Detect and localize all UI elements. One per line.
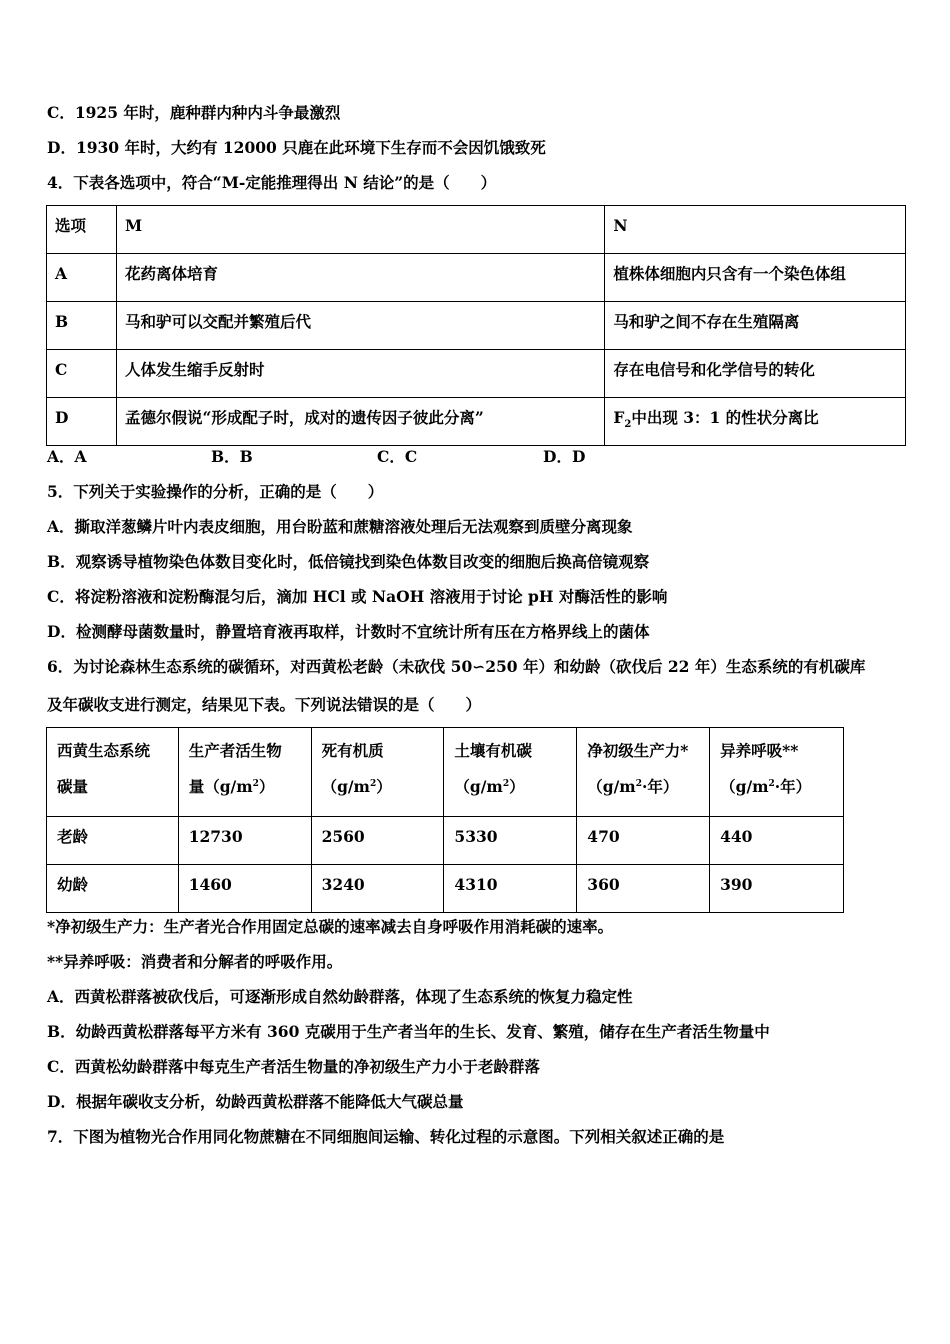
header-carbon: 西黄生态系统 碳量 xyxy=(57,741,151,796)
header-m: M xyxy=(124,216,143,235)
q6-option-c[interactable]: C．西黄松幼龄群落中每克生产者活生物量的净初级生产力小于老龄群落 xyxy=(47,1057,540,1076)
cell-value: 1460 xyxy=(188,875,232,894)
row-m: 马和驴可以交配并繁殖后代 xyxy=(124,312,311,331)
q6-note-npp: *净初级生产力：生产者光合作用固定总碳的速率减去自身呼吸作用消耗碳的速率。 xyxy=(47,917,614,936)
q6-option-d[interactable]: D．根据年碳收支分析，幼龄西黄松群落不能降低大气碳总量 xyxy=(47,1092,464,1111)
q4-table xyxy=(46,205,906,446)
answer-b[interactable]: B．B xyxy=(211,447,253,466)
q5-option-a[interactable]: A．撕取洋葱鳞片叶内表皮细胞，用台盼蓝和蔗糖溶液处理后无法观察到质壁分离现象 xyxy=(47,517,633,536)
header-producer-biomass: 生产者活生物 量$(g/m^2)$ xyxy=(188,741,282,796)
q6-stem-line1: 6．为讨论森林生态系统的碳循环，对西黄松老龄（未砍伐 50∽250 年）和幼龄（砍伐后 22 年）生态系统的有机碳库 xyxy=(47,657,866,676)
header-option: 选项 xyxy=(55,216,87,235)
cell-value: 4310 xyxy=(454,875,498,894)
row-option: C xyxy=(55,360,68,379)
row-n: 存在电信号和化学信号的转化 xyxy=(613,360,815,379)
table-header-row xyxy=(47,728,844,817)
cell-value: 440 xyxy=(720,827,753,846)
table-row xyxy=(47,350,906,398)
table-row xyxy=(47,302,906,350)
row-n: 马和驴之间不存在生殖隔离 xyxy=(613,312,800,331)
row-m: 花药离体培育 xyxy=(124,264,218,283)
q5-option-c[interactable]: C．将淀粉溶液和淀粉酶混匀后，滴加 HCl 或 NaOH 溶液用于讨论 pH 对酶活性的影响 xyxy=(47,587,668,606)
q6-option-a[interactable]: A．西黄松群落被砍伐后，可逐渐形成自然幼龄群落，体现了生态系统的恢复力稳定性 xyxy=(47,987,633,1006)
table-row xyxy=(47,398,906,446)
q6-stem-line2: 及年碳收支进行测定，结果见下表。下列说法错误的是（ ） xyxy=(47,695,482,714)
row-m: 孟德尔假说“形成配子时，成对的遗传因子彼此分离” xyxy=(124,408,484,427)
cell-value: 2560 xyxy=(321,827,365,846)
row-option: A xyxy=(55,264,68,283)
cell-value: 360 xyxy=(587,875,620,894)
q5-option-b[interactable]: B．观察诱导植物染色体数目变化时，低倍镜找到染色体数目改变的细胞后换高倍镜观察 xyxy=(47,552,650,571)
cell-value: 5330 xyxy=(454,827,498,846)
q6-note-respiration: **异养呼吸：消费者和分解者的呼吸作用。 xyxy=(47,952,343,971)
table-row xyxy=(47,254,906,302)
cell-value: 12730 xyxy=(188,827,243,846)
header-dead-organic: 死有机质 $(g/m^2)$ xyxy=(321,741,392,796)
q3-option-d: D．1930 年时，大约有 12000 只鹿在此环境下生存而不会因饥饿致死 xyxy=(47,138,546,157)
answer-c[interactable]: C．C xyxy=(377,447,418,466)
row-n: $F_2$中出现 3：1 的性状分离比 xyxy=(613,408,819,431)
q7-stem: 7．下图为植物光合作用同化物蔗糖在不同细胞间运输、转化过程的示意图。下列相关叙述正确的是 xyxy=(47,1127,725,1146)
q6-option-b[interactable]: B．幼龄西黄松群落每平方米有 360 克碳用于生产者当年的生长、发育、繁殖，储存在生产者活生物量中 xyxy=(47,1022,770,1041)
q5-option-d[interactable]: D．检测酵母菌数量时，静置培育液再取样，计数时不宜统计所有压在方格界线上的菌体 xyxy=(47,622,650,641)
header-npp: 净初级生产力* （$g/m^2\cdot$年） xyxy=(587,741,689,796)
table-row xyxy=(47,817,844,865)
row-label: 幼龄 xyxy=(57,875,89,894)
header-n: N xyxy=(613,216,628,235)
table-row xyxy=(47,865,844,913)
q4-stem: 4．下表各选项中，符合“M-定能推理得出 N 结论”的是（ ） xyxy=(47,173,497,192)
row-m: 人体发生缩手反射时 xyxy=(124,360,265,379)
row-n: 植株体细胞内只含有一个染色体组 xyxy=(613,264,846,283)
q6-table xyxy=(46,727,844,913)
header-soil-carbon: 土壤有机碳 $(g/m^2)$ xyxy=(454,741,532,796)
row-label: 老龄 xyxy=(57,827,89,846)
header-heterotrophic: 异养呼吸** （$g/m^2\cdot$年） xyxy=(720,741,812,796)
row-option: D xyxy=(55,408,69,427)
cell-value: 3240 xyxy=(321,875,365,894)
q5-stem: 5．下列关于实验操作的分析，正确的是（ ） xyxy=(47,482,384,501)
cell-value: 390 xyxy=(720,875,753,894)
answer-d[interactable]: D．D xyxy=(543,447,586,466)
cell-value: 470 xyxy=(587,827,620,846)
q4-answers xyxy=(47,447,585,467)
q3-option-c: C．1925 年时，鹿种群内种内斗争最激烈 xyxy=(47,103,341,122)
table-header-row xyxy=(47,206,906,254)
row-option: B xyxy=(55,312,69,331)
answer-a[interactable]: A．A xyxy=(47,447,87,466)
